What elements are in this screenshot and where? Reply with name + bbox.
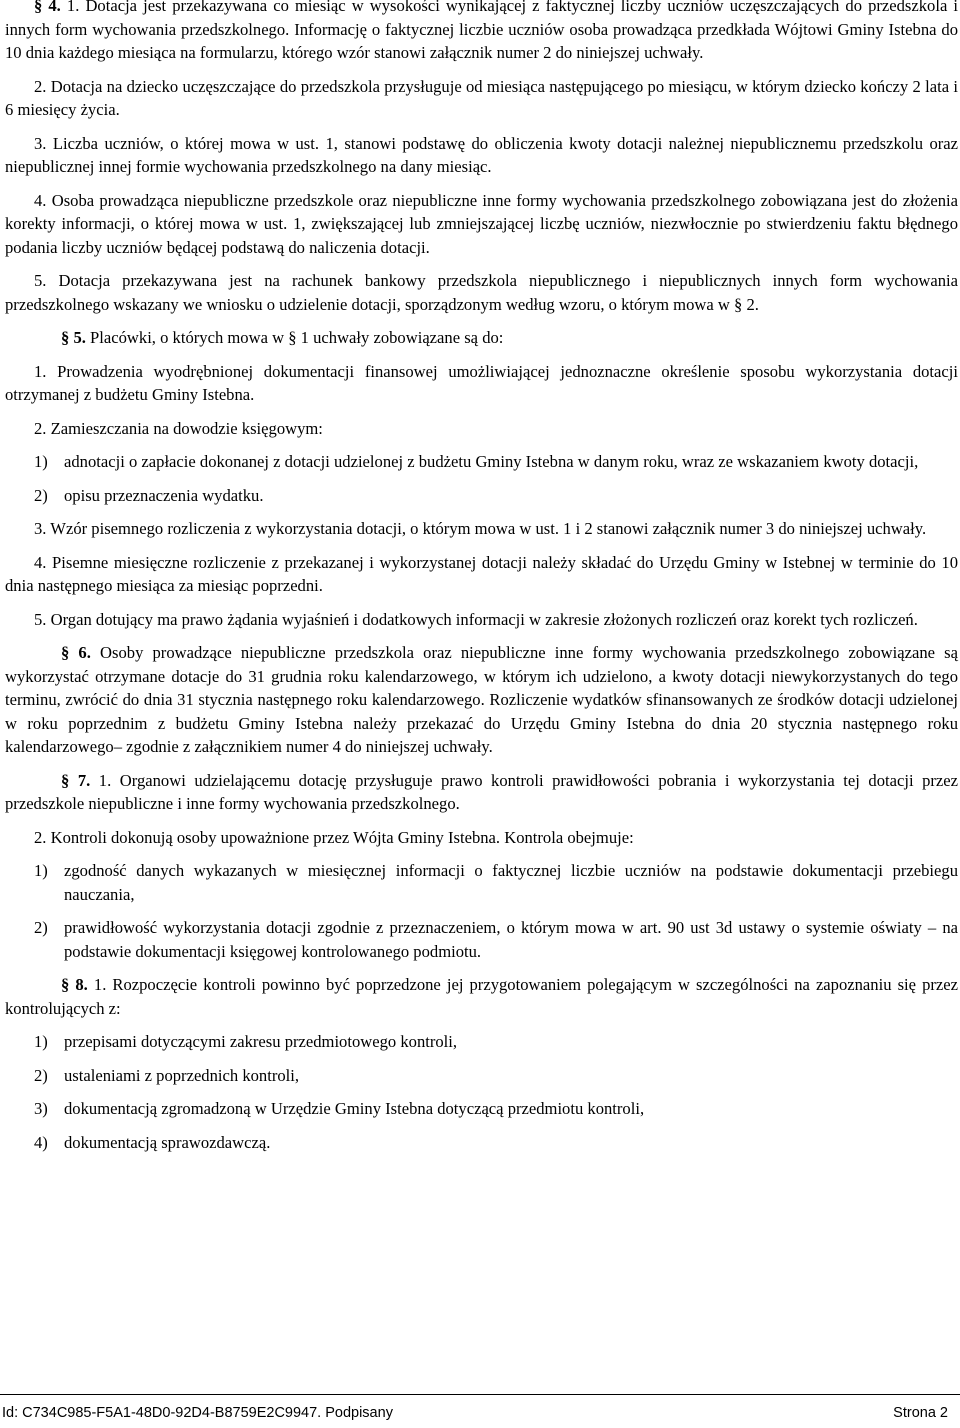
- section-6-paragraph: § 6. Osoby prowadzące niepubliczne przedszkola oraz niepubliczne inne formy wychowania przedszkolnego zobowiązane są wykorzystać otrzymane dotacje do 31 grudnia roku kalendarzowego, w którym ich udzielono, a kwoty dotacji niewykorzystanych do tego terminu, zwrócić do dnia 31 stycznia następnego roku kalendarzowego. Rozliczenie wydatków sfinansowanych ze środków dotacji udzielonej w roku poprzednim z budżetu Gminy Istebna należy przekazać do Urzędu Gminy Istebna do dnia 20 stycznia następnego roku kalendarzowego– zgodnie z załącznikiem numer 4 do niniejszej uchwały.: [5, 643, 958, 756]
- section-4-paragraph-1: § 4. 1. Dotacja jest przekazywana co miesiąc w wysokości wynikającej z faktycznej liczby uczniów uczęszczających do przedszkola i innych form wychowania przedszkolnego. Informację o faktycznej liczbie uczniów osoba prowadząca przedkłada Wójtowi Gminy Istebna do 10 dnia każdego miesiąca na formularzu, którego wzór stanowi załącznik numer 2 do niniejszej uchwały.: [5, 0, 958, 65]
- section-5-paragraph-1: 1. Prowadzenia wyodrębnionej dokumentacji finansowej umożliwiającej jednoznaczne określenie sposobu wykorzystania dotacji otrzymanej z budżetu Gminy Istebna.: [5, 361, 958, 404]
- page-number: Strona 2: [893, 1405, 948, 1421]
- section-8-heading: § 8.: [61, 975, 88, 994]
- section-5-paragraph-5: 5. Organ dotujący ma prawo żądania wyjaśnień i dodatkowych informacji w zakresie złożonych rozliczeń oraz korekt tych rozliczeń.: [34, 609, 918, 629]
- section-5-paragraph-2: 2. Zamieszczania na dowodzie księgowym:: [34, 418, 323, 438]
- list-item: 4) dokumentacją sprawozdawczą.: [34, 1132, 271, 1152]
- section-5-intro: § 5. Placówki, o których mowa w § 1 uchwały zobowiązane są do:: [61, 328, 504, 347]
- section-4-heading: § 4.: [34, 0, 61, 15]
- section-6-heading: § 6.: [61, 643, 91, 662]
- page-footer: [2, 1404, 948, 1422]
- section-8-paragraph-1: § 8. 1. Rozpoczęcie kontroli powinno być poprzedzone jej przygotowaniem polegającym w szczególności na zapoznaniu się przez kontrolujących z:: [5, 975, 958, 1018]
- list-item: 1) zgodność danych wykazanych w miesięcznej informacji o faktycznej liczbie uczniów na podstawie dokumentacji przebiegu nauczania,: [34, 861, 958, 904]
- section-7-paragraph-1: § 7. 1. Organowi udzielającemu dotację przysługuje prawo kontroli prawidłowości pobrania i wykorzystania tej dotacji przez przedszkole niepubliczne i inne formy wychowania przedszkolnego.: [5, 770, 958, 813]
- section-7-paragraph-2: 2. Kontroli dokonują osoby upoważnione przez Wójta Gminy Istebna. Kontrola obejmuje:: [34, 827, 634, 847]
- list-item: 2) opisu przeznaczenia wydatku.: [34, 485, 264, 505]
- list-item: 2) prawidłowość wykorzystania dotacji zgodnie z przeznaczeniem, o którym mowa w art. 90 ust 3d ustawy o systemie oświaty – na podstawie dokumentacji księgowej kontrolowanego podmiotu.: [34, 918, 958, 961]
- section-7-heading: § 7.: [61, 770, 91, 790]
- document-id: Id: C734C985-F5A1-48D0-92D4-B8759E2C9947. Podpisany: [2, 1405, 393, 1421]
- list-item: 1) przepisami dotyczącymi zakresu przedmiotowego kontroli,: [34, 1032, 458, 1051]
- footer-divider: [0, 1394, 960, 1395]
- section-4-paragraph-5: 5. Dotacja przekazywana jest na rachunek bankowy przedszkola niepublicznego i niepublicznych innych form wychowania przedszkolnego wskazany we wniosku o udzielenie dotacji, sporządzonym według wzoru, o którym mowa w § 2.: [5, 271, 958, 314]
- list-item: 2) ustaleniami z poprzednich kontroli,: [34, 1065, 300, 1085]
- section-4-paragraph-3: 3. Liczba uczniów, o której mowa w ust. 1, stanowi podstawę do obliczenia kwoty dotacji należnej niepublicznemu przedszkolu oraz niepublicznej innej formie wychowania przedszkolnego na dany miesiąc.: [5, 133, 958, 176]
- list-item: 3) dokumentacją zgromadzoną w Urzędzie Gminy Istebna dotyczącą przedmiotu kontroli,: [34, 1099, 645, 1118]
- section-5-paragraph-3: 3. Wzór pisemnego rozliczenia z wykorzystania dotacji, o którym mowa w ust. 1 i 2 stanowi załącznik numer 3 do niniejszej uchwały.: [34, 519, 927, 538]
- section-4-paragraph-4: 4. Osoba prowadząca niepubliczne przedszkole oraz niepubliczne inne formy wychowania przedszkolnego zobowiązana jest do złożenia korekty informacji, o której mowa w ust. 1, zwiększającej lub zmniejszającej liczbę uczniów, niezwłocznie po stwierdzeniu faktu błędnego podania liczby uczniów będącej podstawą do naliczenia dotacji.: [5, 190, 958, 257]
- section-4-paragraph-2: 2. Dotacja na dziecko uczęszczające do przedszkola przysługuje od miesiąca następującego po miesiącu, w którym dziecko kończy 2 lata i 6 miesięcy życia.: [5, 76, 958, 119]
- section-5-heading: § 5.: [61, 328, 86, 347]
- list-item: 1) adnotacji o zapłacie dokonanej z dotacji udzielonej z budżetu Gminy Istebna w danym roku, wraz ze wskazaniem kwoty dotacji,: [34, 452, 919, 471]
- section-5-paragraph-4: 4. Pisemne miesięczne rozliczenie z przekazanej i wykorzystanej dotacji należy składać do Urzędu Gminy w Istebnej w terminie do 10 dnia następnego miesiąca za miesiąc poprzedni.: [5, 552, 958, 595]
